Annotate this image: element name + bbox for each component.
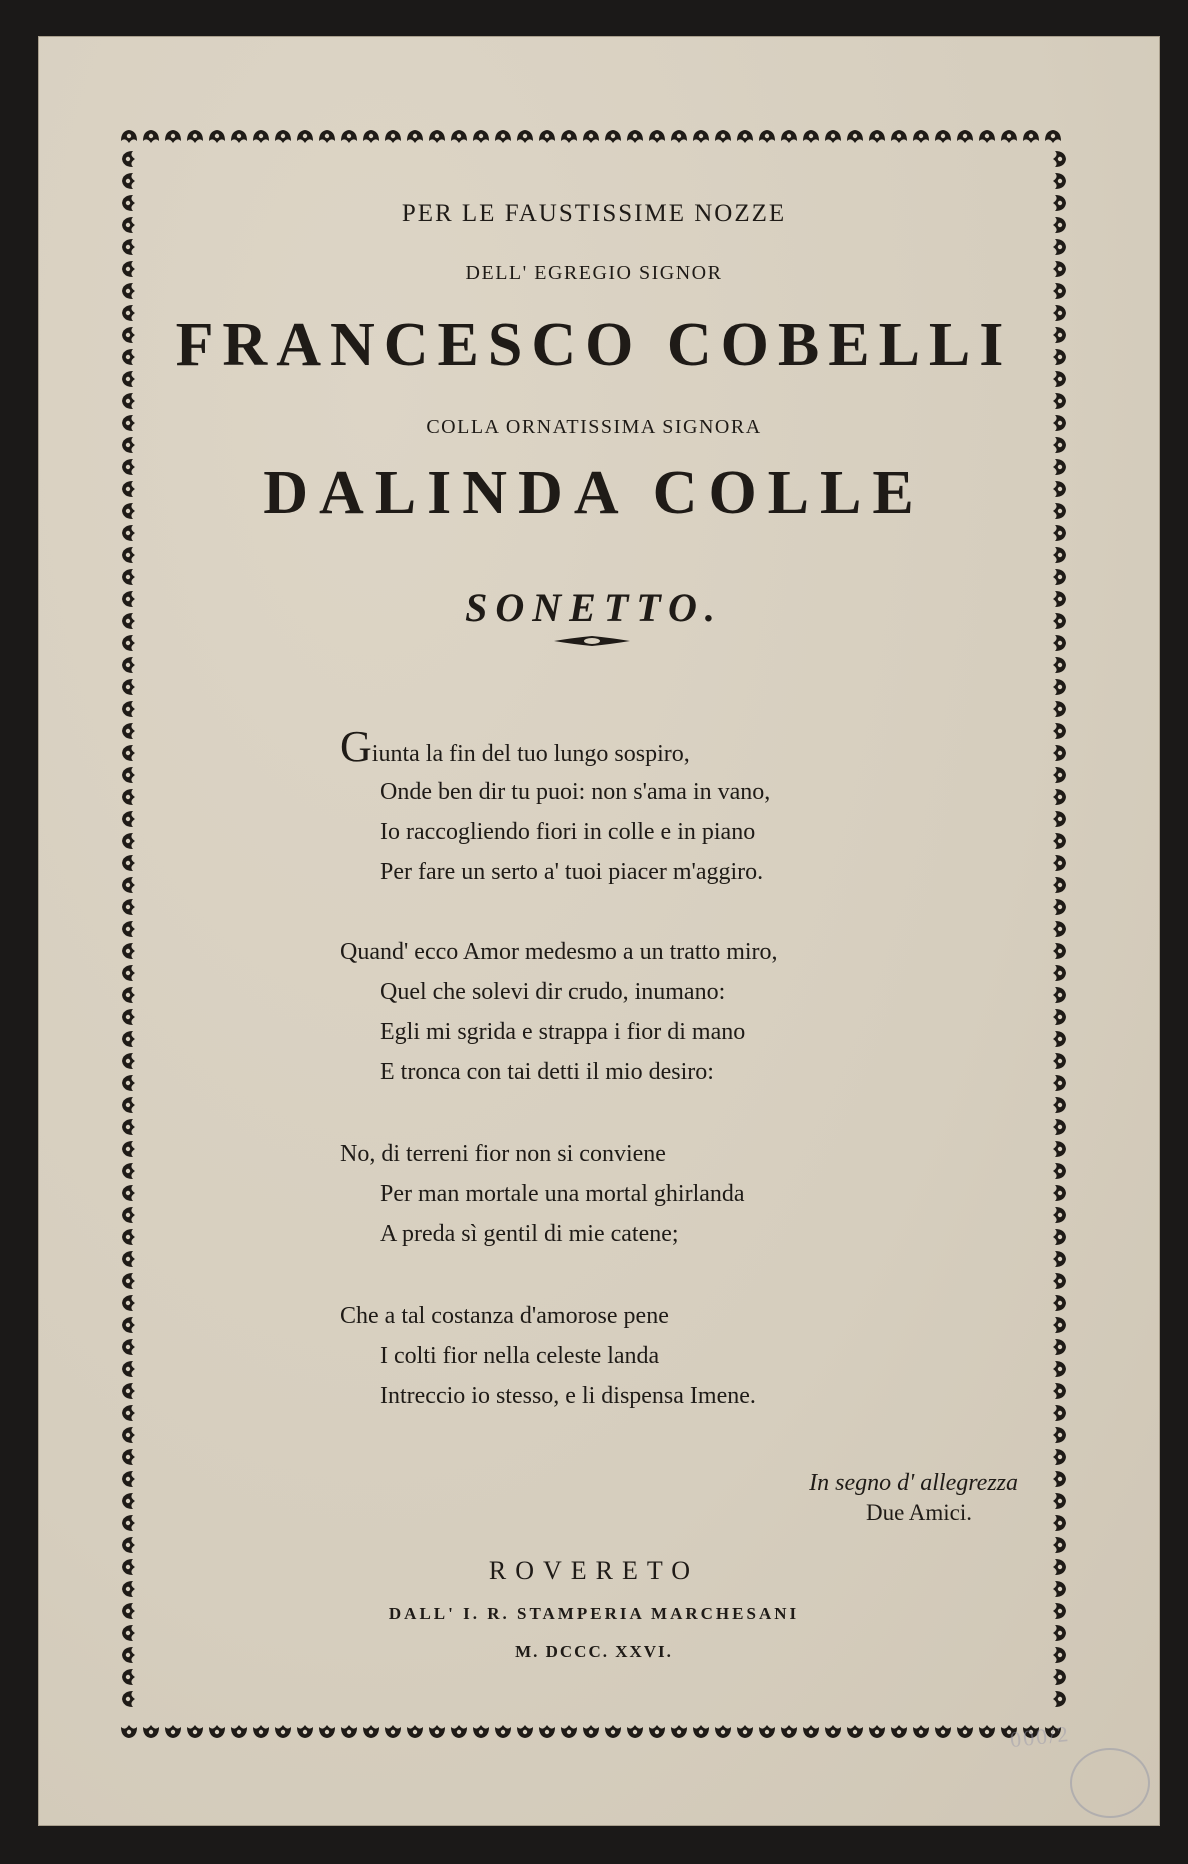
border-ornament	[122, 1031, 135, 1047]
verse-line: Quand' ecco Amor medesmo a un tratto miro,	[340, 939, 778, 965]
border-ornament	[122, 569, 135, 585]
border-ornament	[1053, 899, 1066, 915]
border-ornament	[121, 130, 137, 143]
border-ornament	[759, 130, 775, 143]
border-ornament	[605, 130, 621, 143]
border-ornament	[1023, 130, 1039, 143]
verse-line: A preda sì gentil di mie catene;	[380, 1221, 679, 1247]
border-ornament	[671, 130, 687, 143]
border-ornament	[122, 173, 135, 189]
verse-line: Che a tal costanza d'amorose pene	[340, 1303, 669, 1329]
groom-name: FRANCESCO COBELLI	[175, 311, 1013, 379]
verse-line: No, di terreni fior non si conviene	[340, 1141, 666, 1167]
border-ornament	[122, 1317, 135, 1333]
border-ornament	[122, 987, 135, 1003]
stanza-1	[340, 722, 940, 892]
border-ornament	[122, 1119, 135, 1135]
border-ornament	[341, 1725, 357, 1738]
border-ornament	[1053, 1493, 1066, 1509]
border-ornament	[122, 635, 135, 651]
border-ornament	[122, 1427, 135, 1443]
border-ornament	[539, 130, 555, 143]
border-ornament	[913, 1725, 929, 1738]
border-ornament	[231, 130, 247, 143]
border-ornament	[407, 130, 423, 143]
border-ornament	[275, 130, 291, 143]
border-ornament	[165, 1725, 181, 1738]
border-ornament	[1053, 173, 1066, 189]
border-ornament	[627, 1725, 643, 1738]
border-ornament	[122, 283, 135, 299]
border-ornament	[122, 1449, 135, 1465]
border-ornament	[122, 1625, 135, 1641]
verse-line: Io raccogliendo fiori in colle e in piano	[380, 819, 756, 845]
border-ornament	[122, 833, 135, 849]
border-ornament	[122, 877, 135, 893]
border-ornament	[803, 130, 819, 143]
border-ornament	[451, 130, 467, 143]
border-ornament	[122, 1383, 135, 1399]
border-ornament	[1053, 1229, 1066, 1245]
border-ornament	[122, 1295, 135, 1311]
border-ornament	[253, 1725, 269, 1738]
border-ornament	[1053, 987, 1066, 1003]
border-ornament	[122, 1141, 135, 1157]
border-ornament	[649, 130, 665, 143]
border-ornament	[627, 130, 643, 143]
border-ornament	[1053, 965, 1066, 981]
border-ornament	[561, 1725, 577, 1738]
border-ornament	[122, 679, 135, 695]
border-ornament	[1053, 1053, 1066, 1069]
border-ornament	[649, 1725, 665, 1738]
border-ornament	[935, 130, 951, 143]
border-ornament	[715, 130, 731, 143]
border-ornament	[561, 130, 577, 143]
flourish-ornament	[552, 634, 632, 648]
border-ornament	[517, 130, 533, 143]
verse-line: Intreccio io stesso, e li dispensa Imene.	[380, 1383, 756, 1409]
border-ornament	[1053, 1405, 1066, 1421]
library-stamp-number: 000/2	[1008, 1720, 1072, 1753]
border-ornament	[1053, 151, 1066, 167]
border-ornament	[143, 1725, 159, 1738]
border-ornament	[122, 1691, 135, 1707]
border-ornament	[122, 1405, 135, 1421]
border-ornament	[385, 130, 401, 143]
border-ornament	[1053, 877, 1066, 893]
border-ornament	[1053, 547, 1066, 563]
border-ornament	[1053, 723, 1066, 739]
border-ornament	[825, 130, 841, 143]
border-ornament	[187, 1725, 203, 1738]
border-ornament	[122, 1361, 135, 1377]
stanza-3	[340, 1134, 940, 1254]
border-ornament	[847, 130, 863, 143]
border-ornament	[671, 1725, 687, 1738]
border-ornament	[583, 130, 599, 143]
imprint-city: ROVERETO	[488, 1556, 700, 1585]
border-ornament	[1053, 657, 1066, 673]
border-ornament	[1053, 1141, 1066, 1157]
border-ornament	[715, 1725, 731, 1738]
border-ornament	[957, 130, 973, 143]
border-ornament	[1001, 130, 1017, 143]
border-ornament	[253, 130, 269, 143]
border-ornament	[143, 130, 159, 143]
border-ornament	[429, 1725, 445, 1738]
border-ornament	[869, 1725, 885, 1738]
border-ornament	[319, 1725, 335, 1738]
border-ornament	[319, 130, 335, 143]
border-ornament	[1053, 1669, 1066, 1685]
border-ornament	[891, 130, 907, 143]
border-ornament	[737, 130, 753, 143]
border-ornament	[1053, 1251, 1066, 1267]
border-ornament	[737, 1725, 753, 1738]
border-ornament	[1053, 921, 1066, 937]
verse-line: Per man mortale una mortal ghirlanda	[380, 1181, 745, 1207]
border-ornament	[869, 130, 885, 143]
border-ornament	[1053, 1383, 1066, 1399]
border-ornament	[1053, 569, 1066, 585]
border-ornament	[847, 1725, 863, 1738]
imprint-year: M. DCCC. XXVI.	[515, 1642, 673, 1661]
border-ornament	[1053, 1427, 1066, 1443]
border-ornament	[122, 1493, 135, 1509]
border-ornament	[1053, 1691, 1066, 1707]
border-ornament	[935, 1725, 951, 1738]
border-ornament	[979, 1725, 995, 1738]
border-ornament	[1053, 811, 1066, 827]
border-ornament	[605, 1725, 621, 1738]
border-ornament	[122, 1515, 135, 1531]
border-ornament	[693, 1725, 709, 1738]
border-ornament	[891, 1725, 907, 1738]
border-ornament	[1053, 767, 1066, 783]
border-ornament	[122, 1273, 135, 1289]
signature-authors: Due Amici.	[865, 1500, 972, 1525]
verse-line: Per fare un serto a' tuoi piacer m'aggiro.	[380, 859, 764, 885]
border-ornament	[122, 723, 135, 739]
border-ornament	[122, 151, 135, 167]
border-ornament	[1053, 1009, 1066, 1025]
border-ornament	[1053, 1361, 1066, 1377]
border-ornament	[1053, 1031, 1066, 1047]
border-ornament	[1053, 701, 1066, 717]
border-ornament	[583, 1725, 599, 1738]
border-ornament	[122, 1185, 135, 1201]
border-ornament	[1053, 1449, 1066, 1465]
border-ornament	[825, 1725, 841, 1738]
border-ornament	[407, 1725, 423, 1738]
border-ornament	[122, 921, 135, 937]
border-ornament	[122, 1053, 135, 1069]
border-ornament	[275, 1725, 291, 1738]
border-ornament	[122, 1669, 135, 1685]
border-ornament	[1053, 283, 1066, 299]
border-ornament	[122, 437, 135, 453]
border-ornament	[693, 130, 709, 143]
border-ornament	[187, 130, 203, 143]
border-ornament	[122, 547, 135, 563]
border-ornament	[1053, 1295, 1066, 1311]
border-ornament	[209, 1725, 225, 1738]
border-ornament	[122, 745, 135, 761]
border-ornament	[473, 130, 489, 143]
border-ornament	[1053, 1537, 1066, 1553]
verse-line: Giunta la fin del tuo lungo sospiro,	[340, 722, 690, 771]
signature-line: In segno d' allegrezza	[809, 1470, 1018, 1496]
border-ornament	[759, 1725, 775, 1738]
border-ornament	[1053, 943, 1066, 959]
border-ornament	[1053, 1273, 1066, 1289]
border-ornament	[803, 1725, 819, 1738]
poem-title: SONETTO.	[465, 585, 723, 630]
library-stamp	[1070, 1748, 1150, 1818]
border-ornament	[473, 1725, 489, 1738]
border-ornament	[122, 701, 135, 717]
verse-line: Egli mi sgrida e strappa i fior di mano	[380, 1019, 746, 1045]
border-ornament	[122, 1163, 135, 1179]
border-ornament	[429, 130, 445, 143]
border-ornament	[122, 393, 135, 409]
border-ornament	[122, 943, 135, 959]
border-ornament	[1053, 1185, 1066, 1201]
border-ornament	[1045, 130, 1061, 143]
border-ornament	[122, 811, 135, 827]
border-ornament	[122, 1097, 135, 1113]
border-ornament	[363, 130, 379, 143]
border-ornament	[209, 130, 225, 143]
stanza-2	[340, 932, 940, 1092]
border-ornament	[122, 657, 135, 673]
border-ornament	[1053, 635, 1066, 651]
border-ornament	[979, 130, 995, 143]
border-ornament	[122, 899, 135, 915]
border-ornament	[1053, 1097, 1066, 1113]
border-ornament	[122, 1251, 135, 1267]
border-ornament	[913, 130, 929, 143]
border-ornament	[957, 1725, 973, 1738]
border-ornament	[1053, 239, 1066, 255]
border-ornament	[341, 130, 357, 143]
border-ornament	[122, 1537, 135, 1553]
border-ornament	[122, 1075, 135, 1091]
border-ornament	[122, 855, 135, 871]
border-ornament	[1053, 855, 1066, 871]
border-ornament	[122, 789, 135, 805]
border-ornament	[297, 1725, 313, 1738]
border-ornament	[517, 1725, 533, 1738]
border-ornament	[1053, 679, 1066, 695]
border-ornament	[1053, 1119, 1066, 1135]
border-ornament	[165, 130, 181, 143]
groom-intro-line: DELL' EGREGIO SIGNOR	[465, 262, 723, 284]
border-ornament	[297, 130, 313, 143]
border-ornament	[363, 1725, 379, 1738]
border-ornament	[122, 965, 135, 981]
border-ornament	[1053, 437, 1066, 453]
occasion-line: PER LE FAUSTISSIME NOZZE	[401, 200, 787, 227]
border-ornament	[122, 1009, 135, 1025]
border-ornament	[495, 1725, 511, 1738]
border-ornament	[1053, 393, 1066, 409]
border-ornament	[1053, 1207, 1066, 1223]
bride-intro-line: COLLA ORNATISSIMA SIGNORA	[426, 416, 762, 438]
stanza-4	[340, 1296, 940, 1416]
border-ornament	[1053, 745, 1066, 761]
drop-cap: G	[340, 722, 372, 771]
border-ornament	[385, 1725, 401, 1738]
border-ornament	[495, 130, 511, 143]
border-ornament	[122, 239, 135, 255]
verse-line: Quel che solevi dir crudo, inumano:	[380, 979, 726, 1005]
border-ornament	[1053, 1471, 1066, 1487]
border-ornament	[1053, 1339, 1066, 1355]
border-ornament	[122, 1471, 135, 1487]
border-ornament	[451, 1725, 467, 1738]
border-ornament	[122, 1339, 135, 1355]
border-ornament	[1053, 1075, 1066, 1091]
border-ornament	[122, 767, 135, 783]
border-ornament	[1053, 1625, 1066, 1641]
border-ornament	[1053, 1317, 1066, 1333]
border-ornament	[122, 1207, 135, 1223]
border-ornament	[781, 1725, 797, 1738]
border-ornament	[1053, 1163, 1066, 1179]
border-ornament	[1053, 833, 1066, 849]
border-ornament	[539, 1725, 555, 1738]
bride-name: DALINDA COLLE	[263, 459, 925, 527]
imprint-printer: DALL' I. R. STAMPERIA MARCHESANI	[388, 1604, 800, 1623]
border-ornament	[781, 130, 797, 143]
verse-line: I colti fior nella celeste landa	[380, 1343, 660, 1369]
border-ornament	[121, 1725, 137, 1738]
border-ornament	[122, 1229, 135, 1245]
border-ornament	[1053, 789, 1066, 805]
border-ornament	[231, 1725, 247, 1738]
border-ornament	[1053, 1515, 1066, 1531]
verse-line: E tronca con tai detti il mio desiro:	[380, 1059, 714, 1085]
verse-line: Onde ben dir tu puoi: non s'ama in vano,	[380, 779, 771, 805]
